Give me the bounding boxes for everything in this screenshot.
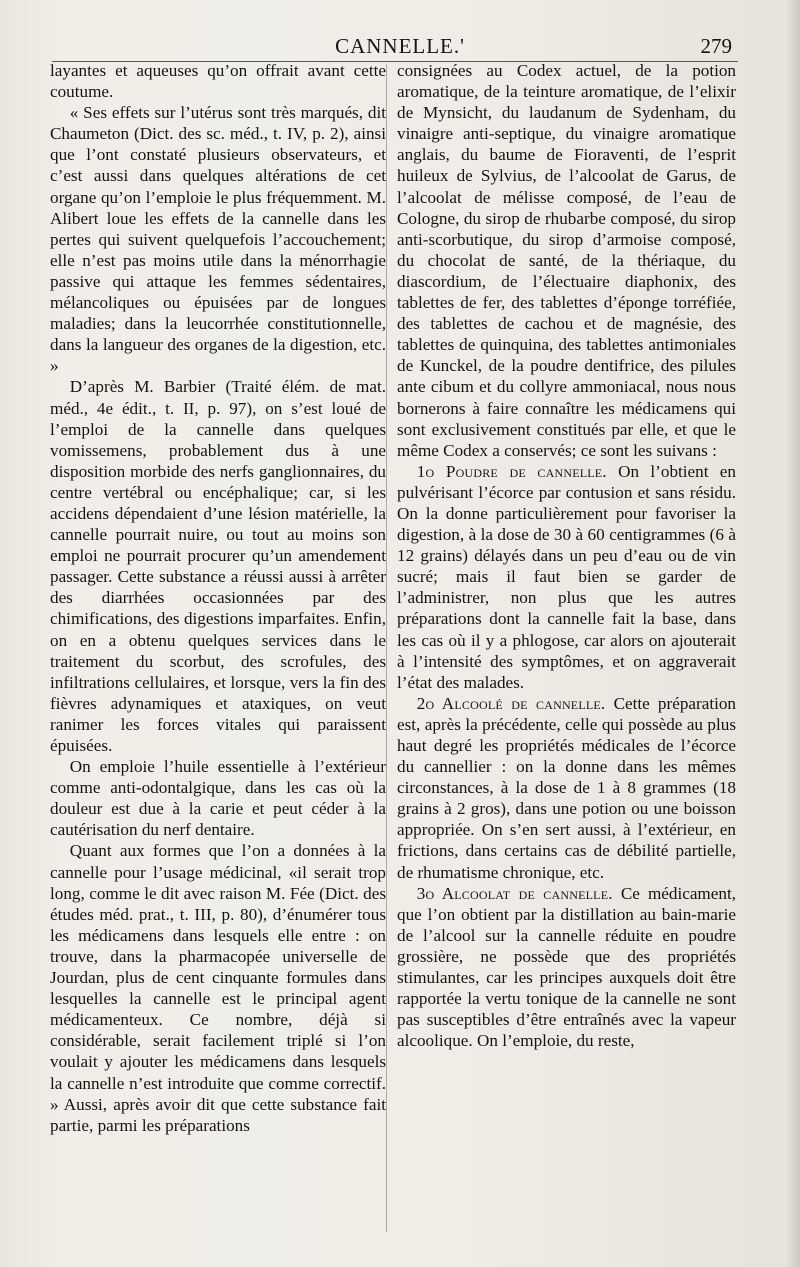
powder-section-label: 1o Poudre de cannelle. bbox=[416, 461, 607, 481]
left-paragraph-4: On emploie l’huile essentielle à l’extérieur comme anti-odontalgique, dans les cas où la douleur est due à la carie et peut céder à la cautérisation du nerf dentaire. bbox=[50, 757, 386, 840]
left-paragraph-1: layantes et aqueuses qu’on offrait avant cette coutume. bbox=[50, 61, 386, 102]
left-paragraph-2: « Ses effets sur l’utérus sont très marqués, dit Chaumeton (Dict. des sc. méd., t. IV, p. 2), ainsi que l’ont constaté plusieurs observateurs, et c’est aussi dans quelques altérations de cet organe qu’on l’emploie le plus fréquemment. M. Alibert loue les effets de la cannelle dans les pertes qui suivent quelquefois l’accouchement; elle n’est pas moins utile dans la ménorrhagie passive qui attaque les femmes sédentaires, mélancoliques ou épuisées par de longues maladies; dans la leucorrhée constitutionnelle, dans la langueur des organes de la digestion, etc. » bbox=[50, 103, 386, 376]
left-paragraph-5: Quant aux formes que l’on a données à la cannelle pour l’usage médicinal, «il serait trop long, comme le dit avec raison M. Fée (Dict. des études méd. prat., t. III, p. 80), d’énumérer tous les médicamens dans lesquels elle entre : on trouve, dans la pharmacopée universelle de Jourdan, plus de cent cinquante formules dans lesquelles la cannelle est le principal agent médicamenteux. Ce nombre, déjà si considérable, serait facilement triplé si l’on voulait y ajouter les médicamens dans lesquels la cannelle n’est introduite que comme correctif. » Aussi, après avoir dit que cette substance fait partie, parmi les préparations bbox=[50, 841, 386, 1135]
column-divider bbox=[386, 64, 387, 1232]
powder-section-text: On l’obtient en pulvérisant l’écorce par contusion et sans résidu. On la donne particulièrement pour favoriser la digestion, à la dose de 30 à 60 centigrammes (6 à 12 grains) délayés dans un peu d’eau ou de vin sucré; mais il faut bien se garder de l’administrer, non plus que les autres préparations dont la cannelle fait la base, dans les cas où il y a phlogose, car alors on ajouterait à l’intensité des symptômes, et on aggraverait l’état des malades. bbox=[397, 461, 736, 692]
alcohol-section-text: Cette préparation est, après la précédente, celle qui possède au plus haut degré les propriétés médicales de l’écorce du cannellier : on la donne dans les mêmes circonstances, à la dose de 1 à 8 grammes (18 grains à 2 gros), dans une potion ou une boisson appropriée. On s’en sert aussi, à l’extérieur, en frictions, dans certains cas de débilité partielle, de rhumatisme chronique, etc. bbox=[397, 693, 736, 882]
right-paragraph-3 bbox=[397, 693, 736, 883]
right-paragraph-2 bbox=[397, 461, 736, 693]
page-edge-shadow bbox=[786, 0, 800, 1267]
page-number: 279 bbox=[700, 34, 732, 58]
alcoholat-section-label: 3o Alcoolat de cannelle. bbox=[416, 883, 613, 903]
alcohol-section-label: 2o Alcoolé de cannelle. bbox=[416, 693, 606, 713]
left-text-column bbox=[50, 60, 386, 1232]
right-paragraph-4 bbox=[397, 883, 736, 1052]
left-paragraph-3: D’après M. Barbier (Traité élém. de mat. méd., 4e édit., t. II, p. 97), on s’est loué de l’emploi de la cannelle dans quelques vomissemens, probablement dus à une disposition morbide des nerfs ganglionnaires, du centre vertébral ou encéphalique; car, si les accidens dépendaient d’une lésion matérielle, la cannelle pourrait nuire, ou tout au moins son emploi ne pourrait procurer qu’un amendement passager. Cette substance a réussi aussi à arrêter des diarrhées occasionnées par des chimifications, des digestions imparfaites. Enfin, on en a obtenu quelques services dans le traitement du scorbut, des scrofules, des infiltrations cellulaires, et lorsque, vers la fin des fièvres adynamiques et ataxiques, on veut ranimer les forces vitales qui paraissent épuisées. bbox=[50, 377, 386, 755]
page-header bbox=[0, 26, 800, 60]
right-text-column bbox=[397, 60, 736, 1232]
running-head: CANNELLE.' bbox=[335, 34, 465, 58]
right-paragraph-1: consignées au Codex actuel, de la potion aromatique, de la teinture aromatique, de l’elixir de Mynsicht, du laudanum de Sydenham, du vinaigre anti-septique, du vinaigre aromatique anglais, du baume de Fioraventi, de l’esprit huileux de Sylvius, de l’alcoolat de Garus, de l’alcoolat de mélisse composé, de l’eau de Cologne, du sirop de rhubarbe composé, du sirop anti-scorbutique, du sirop d’armoise composé, du chocolat de santé, de la thériaque, du diascordium, de l’électuaire diaphonix, des tablettes de fer, des tablettes d’éponge torréfiée, des tablettes de cachou et de magnésie, des tablettes de quinquina, des tablettes antimoniales de Kunckel, de la poudre dentifrice, des pilules ante cibum et du collyre ammoniacal, nous nous bornerons à faire connaître les médicamens qui sont exclusivement constitués par elle, et que le même Codex a conservés; ce sont les suivans : bbox=[397, 61, 736, 460]
alcoholat-section-text: Ce médicament, que l’on obtient par la distillation au bain-marie de l’alcool sur la cannelle réduite en poudre grossière, ne possède que des propriétés stimulantes, car les principes auxquels doit être rapportée la vertu tonique de la cannelle ne sont pas susceptibles d’être entraînés avec la vapeur alcoolique. On l’emploie, du reste, bbox=[397, 883, 736, 1051]
